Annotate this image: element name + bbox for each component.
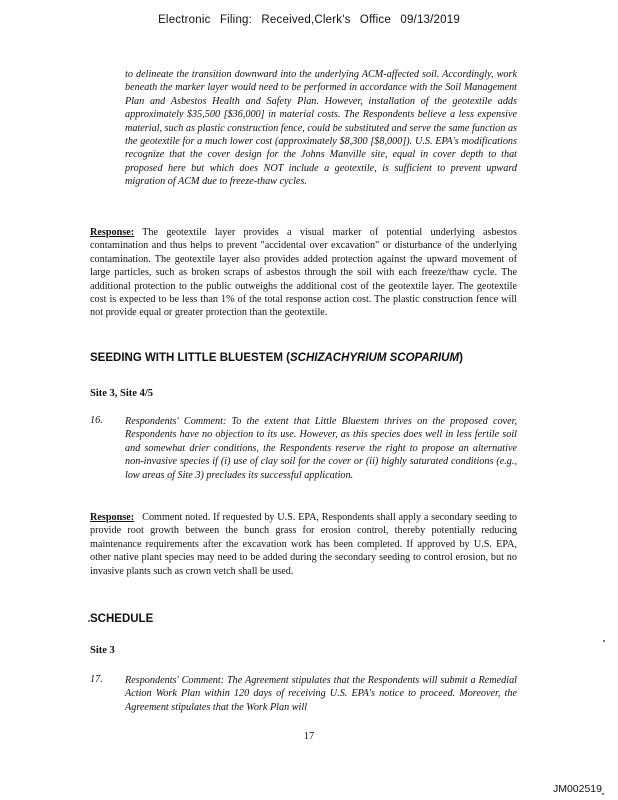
comment-continuation-paragraph: to delineate the transition downward into the underlying ACM-affected soil. Accordingly, work beneath the marker layer would need to be performed in accordance with the Soil Management Plan and Asbestos Health and Safety Plan. However, installation of the geotextile adds approximately $35,500 [$36,000] in material costs. The Respondents believe a less expensive material, such as plastic construction fence, could be substituted and serve the same function as the geotextile for a much lower cost (approximately $8,300 [$8,000]). U.S. EPA's modifications recognize that the cover design for the Johns Manville site, equal in cover depth to that proposed here but which does NOT include a geotextile, is sufficient to prevent upward migration of ACM due to freeze-thaw cycles. xyxy=(125,69,517,188)
item-number-17: 17. xyxy=(90,674,103,685)
scan-speck xyxy=(88,620,90,622)
section-heading-seeding: SEEDING WITH LITTLE BLUESTEM (SCHIZACHYRIUM SCOPARIUM) xyxy=(90,352,463,364)
response-label: Response: xyxy=(90,227,135,238)
response-text: The geotextile layer provides a visual marker of potential underlying asbestos contamination and thus helps to prevent "accidental over excavation" or disturbance of the underlying contamination. The geotextile layer also provides added protection against the upward movement of large particles, such as broken scraps of asbestos through the soil with each freeze/thaw cycle. The additional protection to the public outweighs the additional cost of the geotextile layer. The geotextile cost is expected to be less than 1% of the total response action cost. The plastic construction fence will not provide equal or greater protection than the geotextile. xyxy=(90,227,517,319)
scan-speck xyxy=(602,793,604,795)
bates-number: JM002519 xyxy=(552,783,602,795)
item-number-16: 16. xyxy=(90,415,103,426)
respondents-comment-16: Respondents' Comment: To the extent that Little Bluestem thrives on the proposed cover, Respondents have no objection to its use. However, as this species does well in less fertile soil and somewhat drier conditions, the Respondents reserve the right to propose an alternative non-invasive species if (i) use of clay soil for the cover or (ii) highly saturated conditions (e.g., low areas of Site 3) precludes its successful application. xyxy=(125,416,517,481)
response-label: Response: xyxy=(90,512,135,523)
response-paragraph-geotextile xyxy=(90,226,517,320)
scan-speck xyxy=(603,640,605,642)
page-number: 17 xyxy=(303,731,315,742)
response-text: Comment noted. If requested by U.S. EPA, Respondents shall apply a secondary seeding to provide root growth between the bunch grass for erosion control, thereby potentially reducing maintenance requirements after the excavation work has been completed. If approved by U.S. EPA, other native plant species may need to be added during the secondary seeding to control erosion, but no invasive plants such as crown vetch shall be used. xyxy=(90,512,517,577)
site-subheading: Site 3, Site 4/5 xyxy=(90,388,153,399)
respondents-comment-17: Respondents' Comment: The Agreement stipulates that the Respondents will submit a Remedial Action Work Plan within 120 days of receiving U.S. EPA's notice to proceed. Moreover, the Agreement stipulates that the Work Plan will xyxy=(125,675,517,713)
section-heading-schedule: SCHEDULE xyxy=(90,613,154,625)
filing-stamp-header: Electronic Filing: Received,Clerk's Office 09/13/2019 xyxy=(158,14,460,26)
species-name: SCHIZACHYRIUM SCOPARIUM xyxy=(289,352,460,364)
site-subheading: Site 3 xyxy=(90,645,115,656)
response-paragraph-seeding xyxy=(90,511,517,578)
